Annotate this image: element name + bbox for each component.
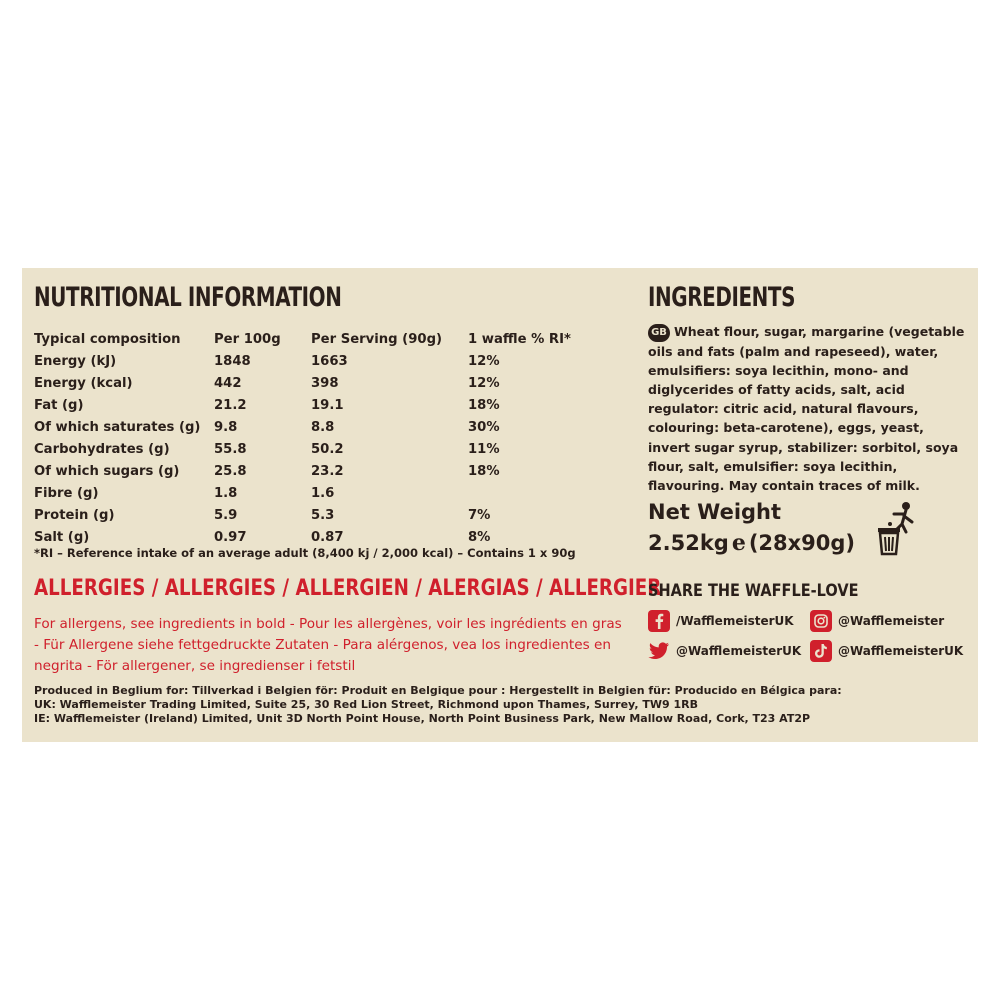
table-row	[34, 372, 608, 394]
per-100g-value: 442	[214, 375, 242, 391]
ri-footnote: *RI – Reference intake of an average adult (8,400 kj / 2,000 kcal) – Contains 1 x 90g	[34, 546, 576, 560]
facebook-link[interactable]	[648, 610, 794, 632]
nutrient-name: Of which saturates (g)	[34, 419, 201, 435]
ri-value: 12%	[468, 375, 500, 391]
ri-value: 7%	[468, 507, 491, 523]
table-row	[34, 504, 608, 526]
facebook-icon	[648, 610, 670, 632]
per-serving-value: 19.1	[311, 397, 344, 413]
uk-address-line: UK: Wafflemeister Trading Limited, Suite 25, 30 Red Lion Street, Richmond upon Thames, Surrey, TW9 1RB	[34, 698, 699, 711]
tidy-bin-icon	[876, 500, 920, 556]
per-100g-value: 5.9	[214, 507, 238, 523]
table-row	[34, 482, 608, 504]
per-serving-value: 23.2	[311, 463, 344, 479]
ingredients-text: Wheat flour, sugar, margarine (vegetable oils and fats (palm and rapeseed), water, emulsifiers: soya lecithin, mono- and diglycerides of fatty acids, salt, acid regulator: citric acid, natural flavours, colouring: beta-carotene), eggs, yeast, invert sugar syrup, stabilizer: sorbitol, soya flour, salt, emulsifier: soya lecithin, flavouring. May contain traces of milk.	[648, 324, 965, 493]
table-row	[34, 350, 608, 372]
tiktok-link[interactable]	[810, 640, 963, 662]
net-weight-value	[648, 530, 855, 556]
facebook-handle: /WafflemeisterUK	[676, 614, 794, 628]
per-serving-value: 0.87	[311, 529, 344, 545]
per-100g-value: 0.97	[214, 529, 247, 545]
nutrient-name: Fat (g)	[34, 397, 84, 413]
tiktok-icon	[810, 640, 832, 662]
nutrient-name: Salt (g)	[34, 529, 90, 545]
header-per-serving: Per Serving (90g)	[311, 331, 443, 347]
e-mark-icon: e	[731, 530, 746, 556]
per-serving-value: 398	[311, 375, 339, 391]
ingredients-title: INGREDIENTS	[648, 282, 796, 313]
nutrient-name: Protein (g)	[34, 507, 115, 523]
table-row	[34, 526, 608, 548]
tiktok-handle: @WafflemeisterUK	[838, 644, 964, 658]
nutrient-name: Fibre (g)	[34, 485, 99, 501]
per-100g-value: 55.8	[214, 441, 247, 457]
twitter-handle: @WafflemeisterUK	[676, 644, 802, 658]
net-weight-amount: 2.52kg	[648, 531, 729, 555]
ri-value: 8%	[468, 529, 491, 545]
twitter-link[interactable]	[648, 640, 801, 662]
header-ri: 1 waffle % RI*	[468, 331, 571, 347]
per-serving-value: 50.2	[311, 441, 344, 457]
instagram-handle: @Wafflemeister	[838, 614, 945, 628]
ri-value: 30%	[468, 419, 500, 435]
nutrient-name: Energy (kJ)	[34, 353, 117, 369]
per-serving-value: 1663	[311, 353, 348, 369]
table-row	[34, 460, 608, 482]
table-row	[34, 416, 608, 438]
per-serving-value: 1.6	[311, 485, 335, 501]
nutrition-label-panel	[22, 268, 978, 742]
ri-value	[468, 482, 608, 504]
header-per-100g: Per 100g	[214, 331, 281, 347]
nutrition-table	[34, 328, 608, 548]
instagram-icon	[810, 610, 832, 632]
net-weight-detail: (28x90g)	[748, 531, 856, 555]
per-100g-value: 1848	[214, 353, 251, 369]
twitter-icon	[648, 640, 670, 662]
nutrient-name: Of which sugars (g)	[34, 463, 180, 479]
allergies-title: ALLERGIES / ALLERGIES / ALLERGIEN / ALERGIAS / ALLERGIER	[34, 576, 662, 601]
allergies-text: For allergens, see ingredients in bold - Pour les allergènes, voir les ingrédients en gras - Für Allergene siehe fettgedruckte Zutaten - Para alérgenos, vea los ingredientes en negrita - För allergener, se ingredienser i fetstil	[34, 616, 622, 674]
producer-info	[34, 684, 964, 726]
nutrient-name: Energy (kcal)	[34, 375, 133, 391]
per-serving-value: 8.8	[311, 419, 335, 435]
per-100g-value: 25.8	[214, 463, 247, 479]
ingredients-list	[648, 322, 968, 495]
produced-in-line: Produced in Beglium for: Tillverkad i Belgien för: Produit en Belgique pour : Hergestellt in Belgien für: Producido en Bélgica para:	[34, 684, 842, 697]
per-100g-value: 21.2	[214, 397, 247, 413]
ie-address-line: IE: Wafflemeister (Ireland) Limited, Unit 3D North Point House, North Point Business Park, New Mallow Road, Cork, T23 AT2P	[34, 712, 811, 725]
ri-value: 11%	[468, 441, 500, 457]
header-typical-composition: Typical composition	[34, 331, 181, 347]
ri-value: 12%	[468, 353, 500, 369]
nutrition-title: NUTRITIONAL INFORMATION	[34, 282, 342, 313]
per-serving-value: 5.3	[311, 507, 335, 523]
share-title: SHARE THE WAFFLE-LOVE	[648, 581, 859, 600]
gb-badge-icon: GB	[648, 324, 670, 342]
ri-value: 18%	[468, 463, 500, 479]
ri-value: 18%	[468, 397, 500, 413]
table-row	[34, 394, 608, 416]
per-100g-value: 9.8	[214, 419, 238, 435]
instagram-link[interactable]	[810, 610, 944, 632]
nutrition-header-row	[34, 328, 608, 350]
table-row	[34, 438, 608, 460]
nutrient-name: Carbohydrates (g)	[34, 441, 170, 457]
net-weight-title: Net Weight	[648, 500, 782, 524]
per-100g-value: 1.8	[214, 485, 238, 501]
